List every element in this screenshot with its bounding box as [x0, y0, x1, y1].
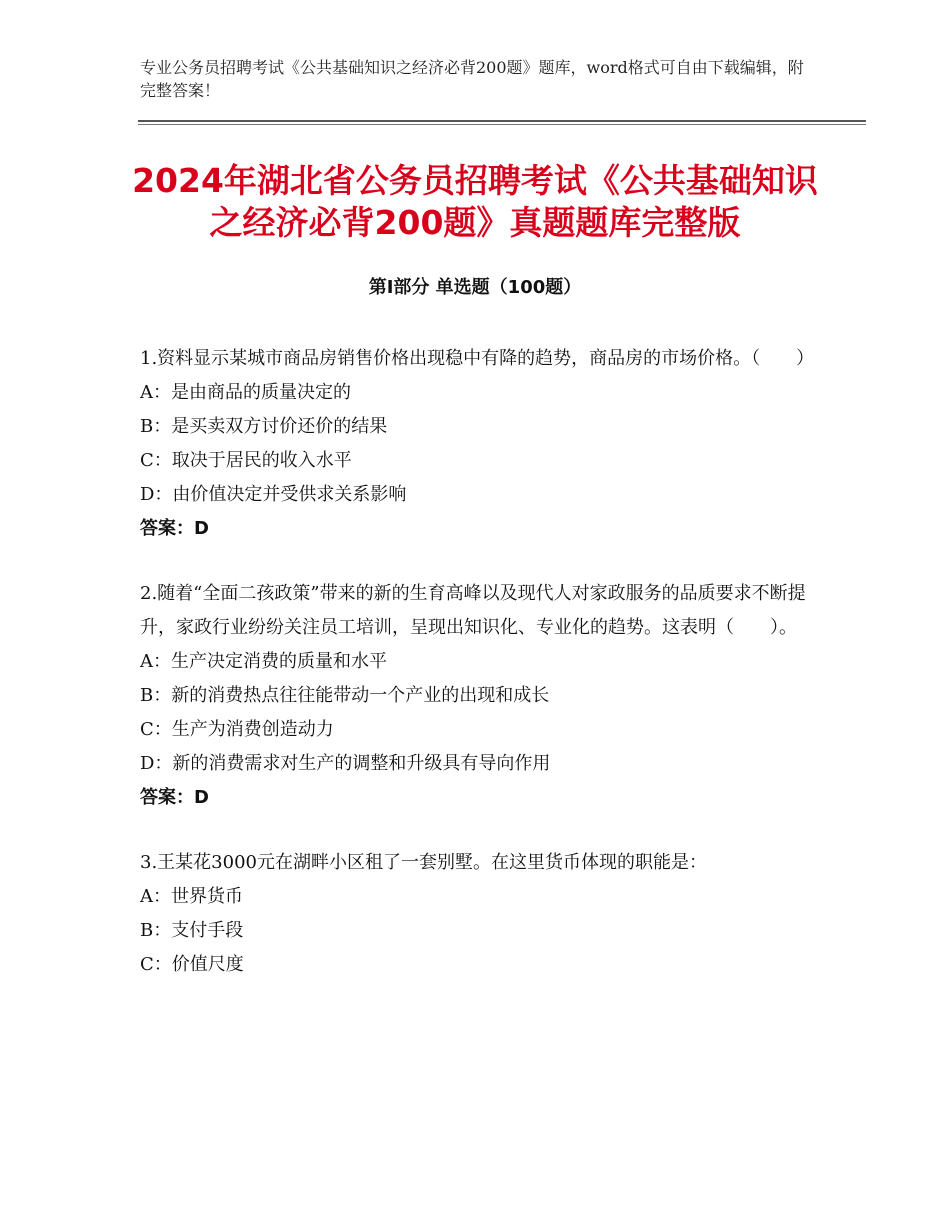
question-stem: 2.随着“全面二孩政策”带来的新的生育高峰以及现代人对家政服务的品质要求不断提升，家政行业纷纷关注员工培训，呈现出知识化、专业化的趋势。这表明（ ）。	[140, 583, 806, 638]
option-a: A：是由商品的质量决定的	[140, 382, 351, 403]
answer: 答案：D	[140, 518, 209, 539]
option-c: C：取决于居民的收入水平	[140, 450, 352, 471]
section-title: 第I部分 单选题（100题）	[368, 277, 582, 298]
option-a: A：生产决定消费的质量和水平	[140, 651, 387, 672]
question-2	[140, 577, 808, 815]
document-title: 2024年湖北省公务员招聘考试《公共基础知识之经济必背200题》真题题库完整版	[132, 161, 818, 242]
question-3	[140, 846, 808, 982]
option-a: A：世界货币	[140, 886, 243, 907]
option-d: D：新的消费需求对生产的调整和升级具有导向作用	[140, 753, 551, 774]
question-1	[140, 342, 815, 546]
option-b: B：新的消费热点往往能带动一个产业的出现和成长	[140, 685, 550, 706]
answer: 答案：D	[140, 787, 209, 808]
question-list	[140, 342, 815, 1013]
header-note: 专业公务员招聘考试《公共基础知识之经济必背200题》题库，word格式可自由下载编辑，附完整答案！	[140, 58, 804, 100]
header-divider-thin	[138, 124, 866, 125]
question-stem: 3.王某花3000元在湖畔小区租了一套别墅。在这里货币体现的职能是：	[140, 852, 707, 873]
option-b: B：是买卖双方讨价还价的结果	[140, 416, 388, 437]
header-divider-thick	[138, 120, 866, 122]
option-c: C：价值尺度	[140, 954, 244, 975]
header-divider	[138, 120, 866, 125]
option-c: C：生产为消费创造动力	[140, 719, 334, 740]
option-d: D：由价值决定并受供求关系影响	[140, 484, 407, 505]
question-stem: 1.资料显示某城市商品房销售价格出现稳中有降的趋势，商品房的市场价格。（ ）	[140, 348, 815, 369]
option-b: B：支付手段	[140, 920, 244, 941]
